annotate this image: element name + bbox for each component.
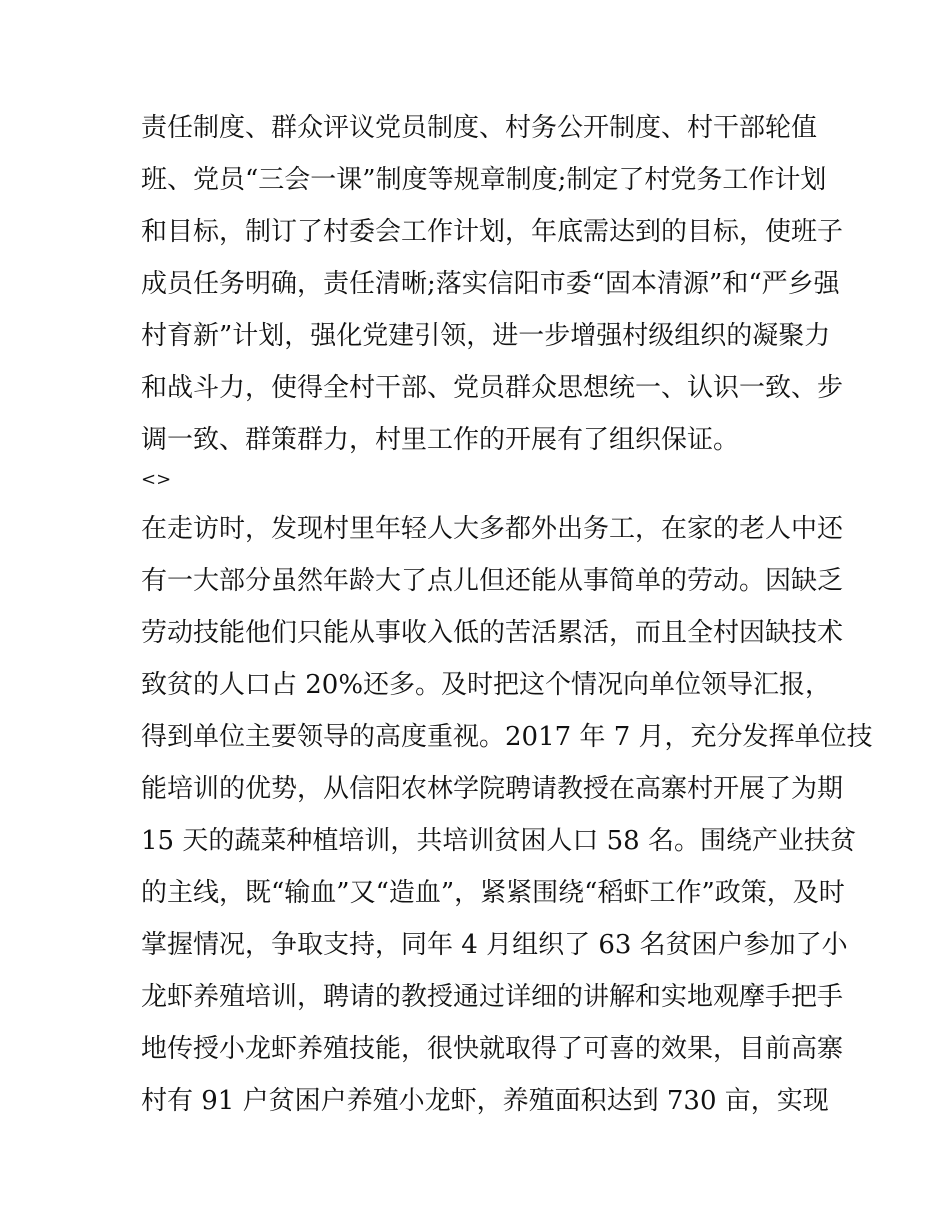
text-line: 掌握情况，争取支持，同年 4 月组织了 63 名贫困户参加了小 <box>141 930 848 960</box>
text-line: 和战斗力，使得全村干部、党员群众思想统一、认识一致、步 <box>141 373 844 403</box>
text-line: 班、党员“三会一课”制度等规章制度;制定了村党务工作计划 <box>141 165 827 195</box>
text-line: 得到单位主要领导的高度重视。2017 年 7 月，充分发挥单位技 <box>141 722 873 752</box>
text-line: 在走访时，发现村里年轻人大多都外出务工，在家的老人中还 <box>141 514 844 544</box>
text-line: 龙虾养殖培训，聘请的教授通过详细的讲解和实地观摩手把手 <box>141 982 844 1012</box>
section-marker: <> <box>141 469 172 490</box>
text-line: 15 天的蔬菜种植培训，共培训贫困人口 58 名。围绕产业扶贫 <box>141 826 856 856</box>
text-line: 成员任务明确，责任清晰;落实信阳市委“固本清源”和“严乡强 <box>141 269 840 299</box>
text-line: 的主线，既“输血”又“造血”，紧紧围绕“稻虾工作”政策，及时 <box>141 878 845 908</box>
text-line: 能培训的优势，从信阳农林学院聘请教授在高寨村开展了为期 <box>141 774 844 804</box>
text-line: 和目标，制订了村委会工作计划，年底需达到的目标，使班子 <box>141 217 844 247</box>
text-line: 致贫的人口占 20%还多。及时把这个情况向单位领导汇报， <box>141 670 832 700</box>
text-line: 有一大部分虽然年龄大了点儿但还能从事简单的劳动。因缺乏 <box>141 566 844 596</box>
text-line: 地传授小龙虾养殖技能，很快就取得了可喜的效果，目前高寨 <box>141 1034 844 1064</box>
text-line: 劳动技能他们只能从事收入低的苦活累活，而且全村因缺技术 <box>141 618 844 648</box>
text-line: 村有 91 户贫困户养殖小龙虾，养殖面积达到 730 亩，实现 <box>141 1086 829 1116</box>
text-line: 责任制度、群众评议党员制度、村务公开制度、村干部轮值 <box>141 113 818 143</box>
text-line: 调一致、群策群力，村里工作的开展有了组织保证。 <box>141 425 740 455</box>
text-line: 村育新”计划，强化党建引领，进一步增强村级组织的凝聚力 <box>141 321 831 351</box>
